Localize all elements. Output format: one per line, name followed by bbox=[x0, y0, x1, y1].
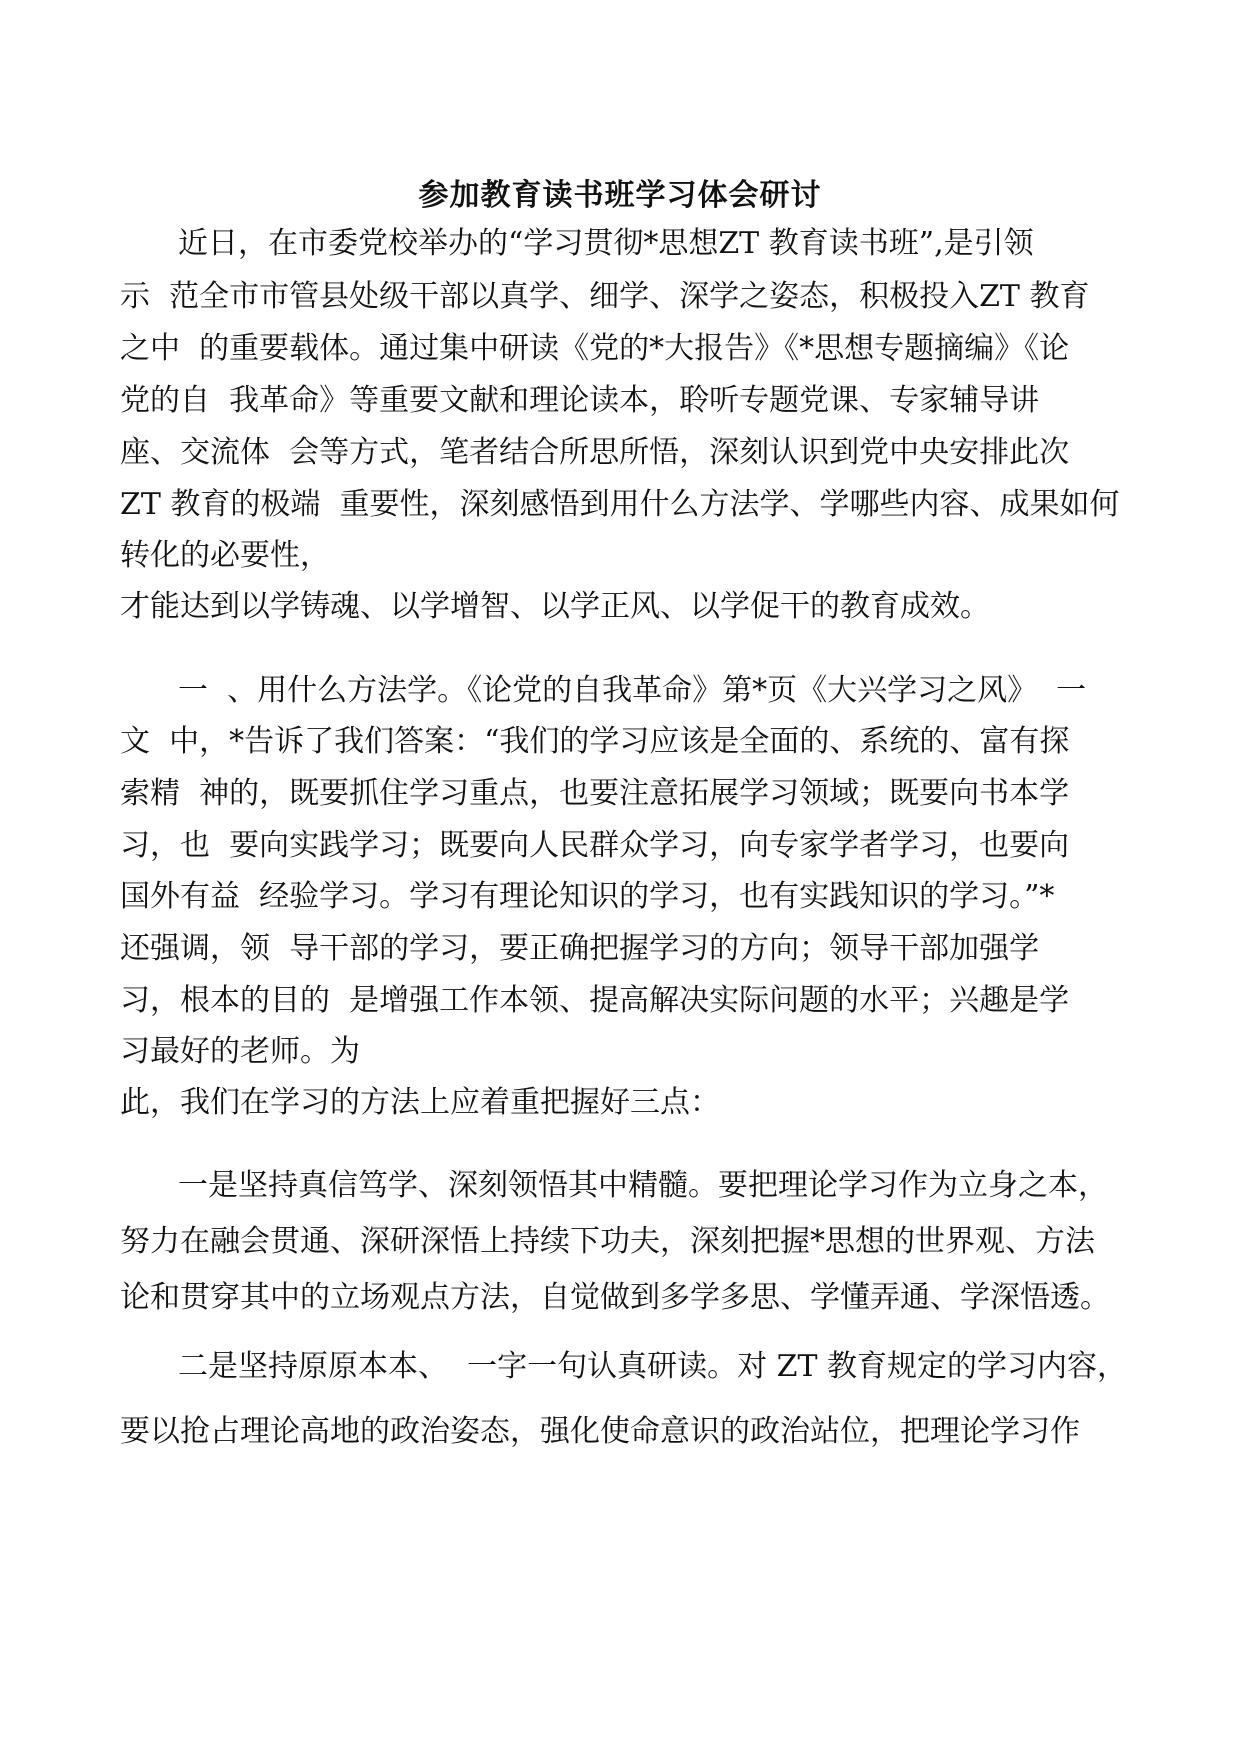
paragraph-line: 座、交流体 会等方式，笔者结合所思所悟，深刻认识到党中央安排此次 bbox=[120, 435, 1070, 470]
paragraph-line: 二是坚持原原本本、 一字一句认真研读。对 ZT 教育规定的学习内容， bbox=[178, 1349, 1127, 1384]
paragraph-line: 论和贯穿其中的立场观点方法，自觉做到多学多思、学懂弄通、学深悟透。 bbox=[120, 1280, 1110, 1315]
paragraph-line: 国外有益 经验学习。学习有理论知识的学习，也有实践知识的学习。”* bbox=[120, 879, 1055, 914]
paragraph-line: 转化的必要性， bbox=[120, 538, 330, 573]
paragraph-line: 示 范全市市管县处级干部以真学、细学、深学之姿态，积极投入ZT 教育 bbox=[120, 279, 1090, 314]
paragraph-line: 一 、用什么方法学。《论党的自我革命》第*页《大兴学习之风》 一 bbox=[178, 673, 1087, 708]
paragraph-line: 习最好的老师。为 bbox=[120, 1034, 360, 1069]
paragraph-line: 习，根本的目的 是增强工作本领、提高解决实际问题的水平；兴趣是学 bbox=[120, 983, 1070, 1018]
document-title: 参加教育读书班学习体会研讨 bbox=[418, 178, 822, 213]
paragraph-line: ZT 教育的极端 重要性，深刻感悟到用什么方法学、学哪些内容、成果如何 bbox=[120, 487, 1120, 522]
paragraph-line: 一是坚持真信笃学、深刻领悟其中精髓。要把理论学习作为立身之本， bbox=[178, 1168, 1108, 1203]
paragraph-line: 习，也 要向实践学习；既要向人民群众学习，向专家学者学习，也要向 bbox=[120, 828, 1070, 863]
paragraph-line: 要以抢占理论高地的政治姿态，强化使命意识的政治站位，把理论学习作 bbox=[120, 1414, 1080, 1449]
paragraph-line: 此，我们在学习的方法上应着重把握好三点： bbox=[120, 1085, 720, 1120]
paragraph-line: 文 中，*告诉了我们答案：“我们的学习应该是全面的、系统的、富有探 bbox=[120, 724, 1070, 759]
paragraph-line: 近日，在市委党校举办的“学习贯彻*思想ZT 教育读书班”,是引领 bbox=[178, 226, 1034, 261]
paragraph-line: 党的自 我革命》等重要文献和理论读本，聆听专题党课、专家辅导讲 bbox=[120, 383, 1040, 418]
paragraph-line: 索精 神的，既要抓住学习重点，也要注意拓展学习领域；既要向书本学 bbox=[120, 776, 1070, 811]
paragraph-line: 之中 的重要载体。通过集中研读《党的*大报告》《*思想专题摘编》《论 bbox=[120, 331, 1070, 366]
paragraph-line: 努力在融会贯通、深研深悟上持续下功夫，深刻把握*思想的世界观、方法 bbox=[120, 1224, 1095, 1259]
paragraph-line: 才能达到以学铸魂、以学增智、以学正风、以学促干的教育成效。 bbox=[120, 589, 990, 624]
paragraph-line: 还强调，领 导干部的学习，要正确把握学习的方向；领导干部加强学 bbox=[120, 931, 1040, 966]
